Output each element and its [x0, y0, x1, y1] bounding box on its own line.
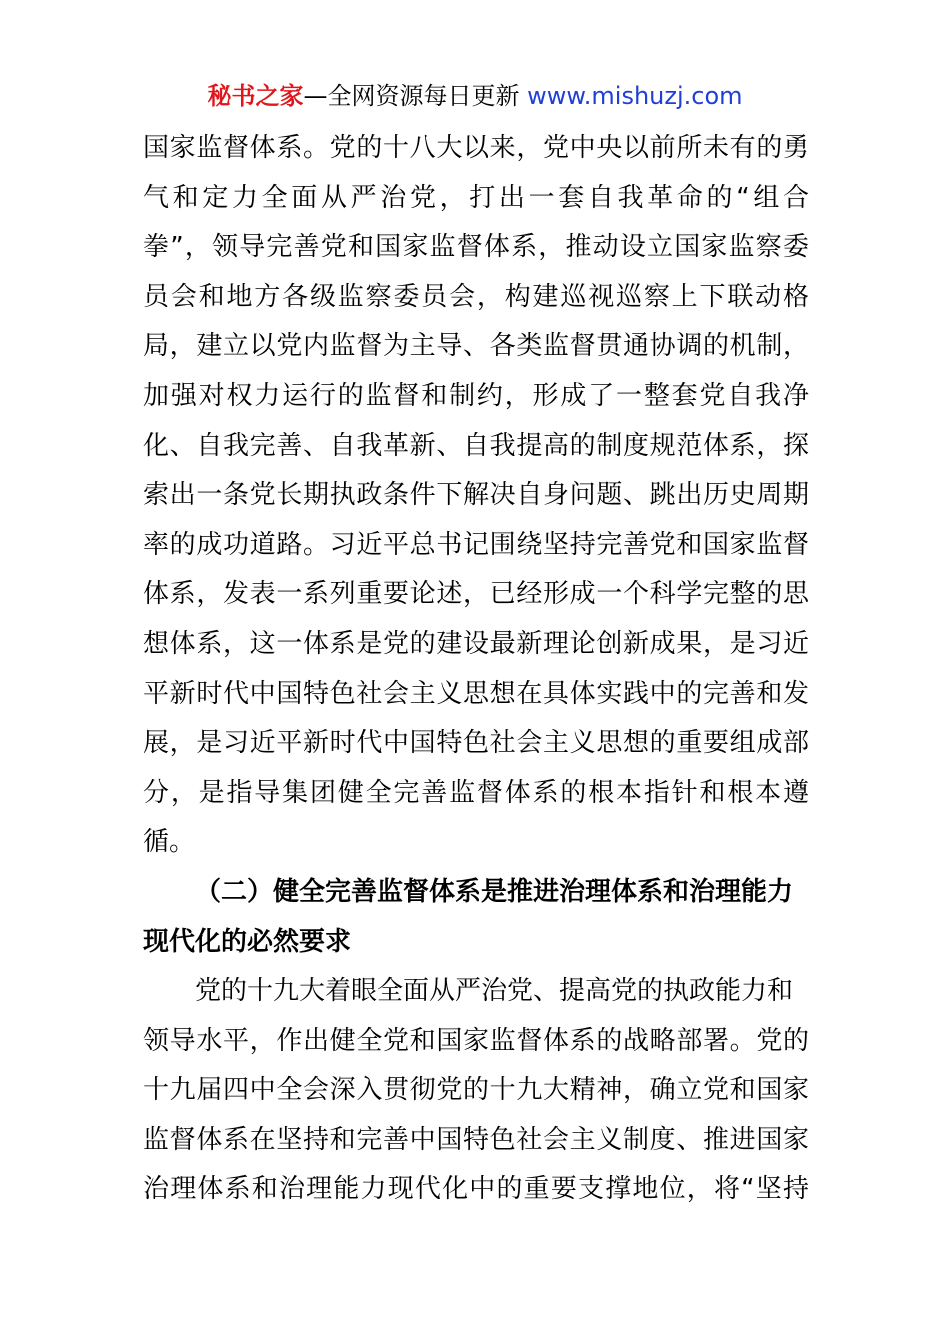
text-line: 拳”，领导完善党和国家监督体系，推动设立国家监察委: [143, 232, 809, 263]
text-line: 体系，发表一系列重要论述，已经形成一个科学完整的思: [143, 579, 809, 610]
text-line: 局，建立以党内监督为主导、各类监督贯通协调的机制，: [143, 331, 809, 362]
text-line: 率的成功道路。习近平总书记围绕坚持完善党和国家监督: [143, 529, 809, 560]
text-line: 平新时代中国特色社会主义思想在具体实践中的完善和发: [143, 678, 809, 709]
paragraph-start-line: 党的十九大着眼全面从严治党、提高党的执政能力和: [195, 976, 794, 1007]
page-header: [0, 78, 950, 114]
text-line: 监督体系在坚持和完善中国特色社会主义制度、推进国家: [143, 1124, 809, 1155]
site-brand: 秘书之家: [207, 82, 304, 110]
text-line: 国家监督体系。党的十八大以来，党中央以前所未有的勇: [143, 133, 809, 163]
text-line: 加强对权力运行的监督和制约，形成了一整套党自我净: [143, 380, 809, 411]
text-line: 治理体系和治理能力现代化中的重要支撑地位，将“坚持: [143, 1174, 809, 1205]
text-line: 化、自我完善、自我革新、自我提高的制度规范体系，探: [143, 430, 809, 461]
text-line: 循。: [143, 827, 196, 858]
text-line: 领导水平，作出健全党和国家监督体系的战略部署。党的: [143, 1025, 809, 1056]
text-line: 索出一条党长期执政条件下解决自身问题、跳出历史周期: [143, 480, 809, 511]
text-line: 员会和地方各级监察委员会，构建巡视巡察上下联动格: [143, 281, 809, 312]
document-body: [143, 124, 809, 1215]
text-line: 十九届四中全会深入贯彻党的十九大精神，确立党和国家: [143, 1075, 809, 1106]
text-line: 展，是习近平新时代中国特色社会主义思想的重要组成部: [143, 728, 809, 759]
site-url: www.mishuzj.com: [527, 82, 743, 110]
site-slogan: —全网资源每日更新: [303, 82, 528, 110]
text-line: 气和定力全面从严治党，打出一套自我革命的“组合: [143, 182, 809, 213]
text-line: 分，是指导集团健全完善监督体系的根本指针和根本遵: [143, 777, 809, 808]
section-heading: （二）健全完善监督体系是推进治理体系和治理能力: [195, 876, 794, 907]
section-heading-continued: 现代化的必然要求: [143, 926, 352, 957]
text-line: 想体系，这一体系是党的建设最新理论创新成果，是习近: [143, 628, 809, 659]
